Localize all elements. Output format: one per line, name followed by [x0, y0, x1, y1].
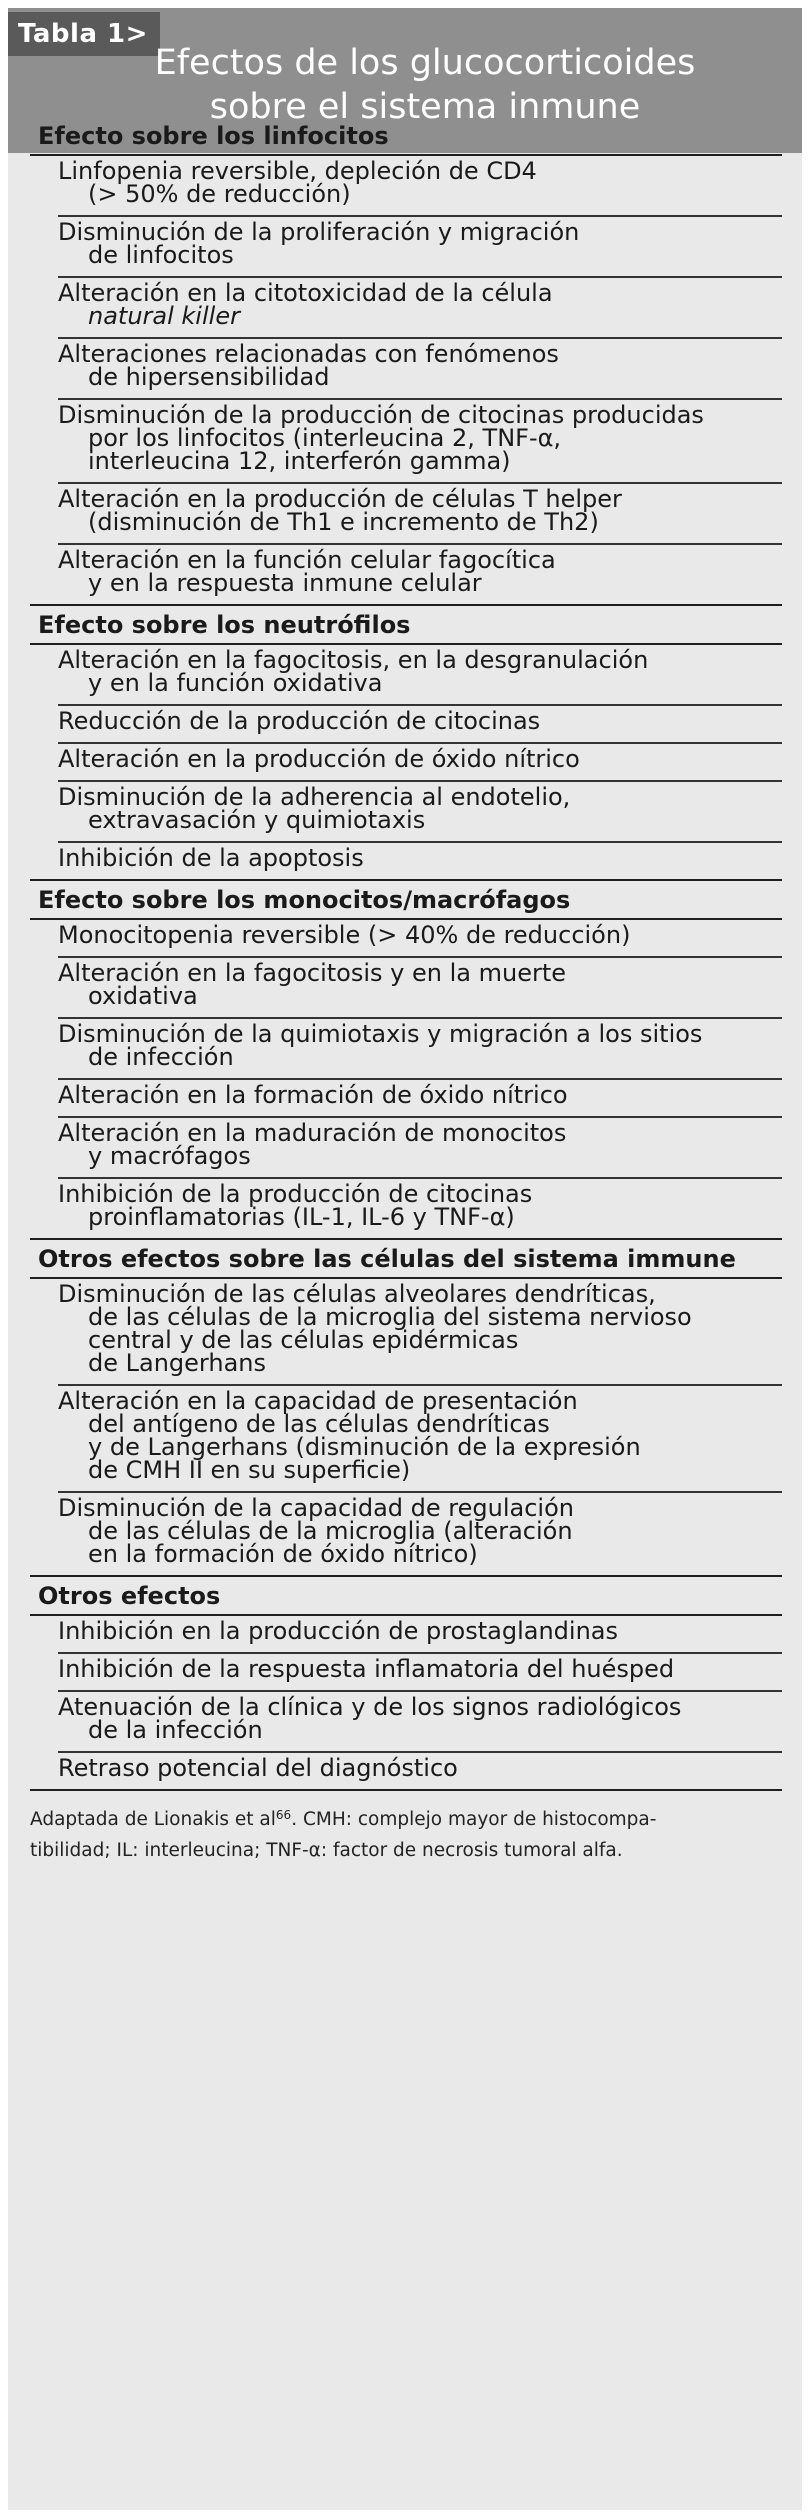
list-item-line: Disminución de la quimiotaxis y migración a los sitios [58, 1020, 703, 1048]
list-item [58, 959, 782, 1010]
list-item-line: Inhibición de la respuesta inflamatoria del huésped [58, 1655, 675, 1683]
list-item [58, 340, 782, 391]
section-divider [30, 879, 782, 881]
list-item-line: natural killer [88, 302, 240, 330]
list-item-line: en la formación de óxido nítrico) [88, 1540, 478, 1568]
row-divider [58, 1384, 782, 1386]
list-item-line: Disminución de la proliferación y migración [58, 218, 580, 246]
row-divider [58, 956, 782, 958]
list-item-line: Alteración en la citotoxicidad de la célula [58, 279, 553, 307]
table-title-line-2: sobre el sistema inmune [209, 87, 641, 127]
row-divider [58, 215, 782, 217]
section-heading: Otros efectos [38, 1582, 221, 1610]
list-item [58, 1081, 782, 1109]
row-divider [58, 543, 782, 545]
section-divider [30, 1238, 782, 1240]
list-item-line: Disminución de la adherencia al endotelio, [58, 783, 571, 811]
row-divider [58, 1751, 782, 1753]
list-item-line: Atenuación de la clínica y de los signos radiológicos [58, 1693, 682, 1721]
list-item-line: Alteración en la producción de células T helper [58, 485, 622, 513]
list-item-line: Linfopenia reversible, depleción de CD4 [58, 157, 537, 185]
list-item-line: de las células de la microglia (alteración [88, 1517, 573, 1545]
list-item [58, 1180, 782, 1231]
section-divider [30, 604, 782, 606]
row-divider [58, 482, 782, 484]
list-item [58, 1119, 782, 1170]
list-item [58, 783, 782, 834]
list-item-line: Alteración en la fagocitosis y en la muerte [58, 959, 567, 987]
list-item-line: de las células de la microglia del sistema nervioso [88, 1303, 692, 1331]
list-item [58, 646, 782, 697]
list-item-line: Monocitopenia reversible (> 40% de reducción) [58, 921, 631, 949]
list-item-line: Disminución de la producción de citocinas producidas [58, 401, 704, 429]
row-divider [58, 276, 782, 278]
list-item [58, 401, 782, 475]
list-item [58, 1494, 782, 1568]
list-item [58, 1617, 782, 1645]
row-divider [58, 1017, 782, 1019]
list-item [58, 1754, 782, 1782]
list-item-line: Alteración en la fagocitosis, en la desgranulación [58, 646, 649, 674]
list-item [58, 745, 782, 773]
list-item-line: de hipersensibilidad [88, 363, 330, 391]
list-item-line: Retraso potencial del diagnóstico [58, 1754, 458, 1782]
row-divider [58, 1078, 782, 1080]
list-item-line: y de Langerhans (disminución de la expresión [88, 1433, 641, 1461]
list-item-line: Alteración en la formación de óxido nítrico [58, 1081, 568, 1109]
row-divider [58, 398, 782, 400]
footnote-line-2: tibilidad; IL: interleucina; TNF-α: factor de necrosis tumoral alfa. [30, 1840, 623, 1861]
row-divider [58, 841, 782, 843]
list-item [58, 1655, 782, 1683]
list-item-line: Alteración en la capacidad de presentación [58, 1387, 578, 1415]
list-item-line: proinflamatorias (IL-1, IL-6 y TNF-α) [88, 1203, 515, 1231]
list-item [58, 279, 782, 330]
list-item [58, 1693, 782, 1744]
list-item [58, 1280, 782, 1377]
list-item-line: (> 50% de reducción) [88, 180, 351, 208]
row-divider [58, 1690, 782, 1692]
section-divider [30, 154, 782, 156]
list-item [58, 1020, 782, 1071]
list-item-line: y en la función oxidativa [88, 669, 383, 697]
row-divider [58, 1652, 782, 1654]
section-divider [30, 1614, 782, 1616]
footnote-text: Adaptada de Lionakis et al [30, 1809, 276, 1830]
section-divider [30, 1277, 782, 1279]
list-item-line: interleucina 12, interferón gamma) [88, 447, 511, 475]
list-item-line: oxidativa [88, 982, 198, 1010]
footnote-reference: 66 [275, 1808, 292, 1822]
list-item [58, 921, 782, 949]
list-item-line: del antígeno de las células dendríticas [88, 1410, 550, 1438]
section-heading: Efecto sobre los monocitos/macrófagos [38, 886, 571, 914]
section-divider [30, 918, 782, 920]
section-divider [30, 1575, 782, 1577]
list-item [58, 218, 782, 269]
list-item-line: de Langerhans [88, 1349, 266, 1377]
list-item-line: Alteración en la maduración de monocitos [58, 1119, 567, 1147]
list-item [58, 707, 782, 735]
row-divider [58, 704, 782, 706]
list-item-line: por los linfocitos (interleucina 2, TNF-α, [88, 424, 562, 452]
section-heading: Efecto sobre los linfocitos [38, 122, 389, 150]
list-item-line: de CMH II en su superficie) [88, 1456, 411, 1484]
list-item-line: Disminución de la capacidad de regulación [58, 1494, 574, 1522]
table-tag: Tabla 1> [8, 12, 160, 56]
list-item-line: extravasación y quimiotaxis [88, 806, 426, 834]
list-item [58, 844, 782, 872]
section-divider [30, 1789, 782, 1791]
list-item-line: Inhibición de la apoptosis [58, 844, 364, 872]
footnote-line-1 [30, 1804, 782, 1835]
row-divider [58, 1491, 782, 1493]
list-item-line: Alteración en la función celular fagocítica [58, 546, 556, 574]
list-item-line: de infección [88, 1043, 234, 1071]
list-item [58, 1387, 782, 1484]
list-item-line: de linfocitos [88, 241, 234, 269]
list-item-line: central y de las células epidérmicas [88, 1326, 519, 1354]
row-divider [58, 780, 782, 782]
list-item [58, 485, 782, 536]
section-heading: Otros efectos sobre las células del sistema immune [38, 1245, 736, 1273]
list-item-line: Inhibición en la producción de prostaglandinas [58, 1617, 619, 1645]
table-title-line-1: Efectos de los glucocorticoides [154, 43, 696, 83]
list-item-line: Reducción de la producción de citocinas [58, 707, 541, 735]
list-item-line: Inhibición de la producción de citocinas [58, 1180, 533, 1208]
list-item-line: y en la respuesta inmune celular [88, 569, 482, 597]
row-divider [58, 1177, 782, 1179]
list-item-line: de la infección [88, 1716, 263, 1744]
row-divider [58, 337, 782, 339]
list-item-line: (disminución de Th1 e incremento de Th2) [88, 508, 599, 536]
section-heading: Efecto sobre los neutrófilos [38, 611, 411, 639]
table-footnote [30, 1804, 782, 1866]
list-item-line: Alteraciones relacionadas con fenómenos [58, 340, 559, 368]
list-item-line: Disminución de las células alveolares dendríticas, [58, 1280, 656, 1308]
row-divider [58, 742, 782, 744]
table-frame [8, 8, 802, 2510]
list-item [58, 546, 782, 597]
section-divider [30, 643, 782, 645]
footnote-text: . CMH: complejo mayor de histocompa- [291, 1809, 657, 1830]
row-divider [58, 1116, 782, 1118]
list-item-line: y macrófagos [88, 1142, 251, 1170]
list-item-line: Alteración en la producción de óxido nítrico [58, 745, 580, 773]
list-item [58, 157, 782, 208]
